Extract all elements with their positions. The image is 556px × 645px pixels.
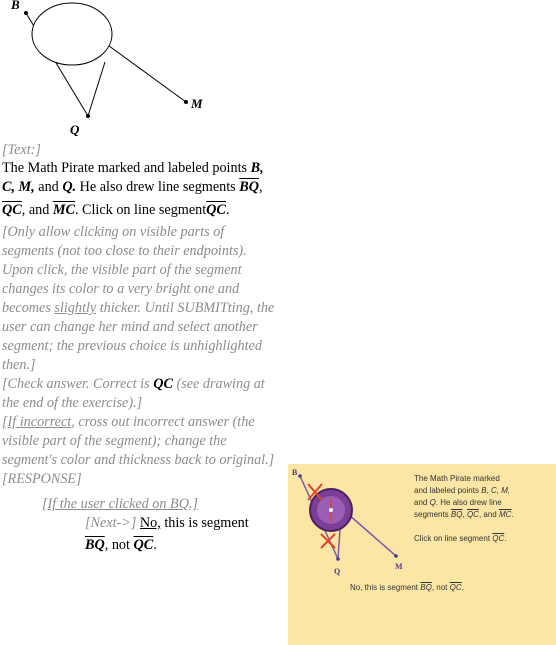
note-line	[2, 299, 274, 318]
prompt-line-2	[2, 178, 263, 197]
panel-text: segments	[414, 510, 449, 519]
panel-seg-qc: $\overline{QC}$	[492, 534, 505, 543]
panel-prompt-line	[414, 485, 510, 497]
note-text: thicker. Until SUBMITting, the	[99, 300, 275, 316]
point-q-label: Q.	[62, 179, 77, 195]
note-line: [RESPONSE]	[2, 471, 82, 487]
note-line: the end of the exercise).]	[2, 395, 143, 411]
note-text: (see drawing at	[176, 376, 265, 392]
panel-label-b: B	[292, 468, 298, 477]
note-text: becomes	[2, 300, 51, 316]
period: .	[153, 537, 157, 553]
panel-seg-bq: $\overline{BQ}$	[450, 510, 463, 519]
note-emphasis: If incorrect	[7, 414, 72, 430]
segment-qc-label-2: $\overline{QC}$	[206, 202, 226, 218]
note-line: Upon click, the visible part of the segment	[2, 262, 242, 278]
segment-mc[interactable]	[105, 43, 186, 102]
response-text: this is segment	[164, 515, 249, 531]
point-b-label: B,	[250, 160, 264, 176]
preview-panel	[288, 464, 556, 645]
panel-text: . He also drew line	[435, 498, 502, 507]
panel-response-line	[350, 582, 464, 594]
next-tag: [Next->]	[85, 515, 137, 531]
panel-prompt-line: The Math Pirate marked	[414, 474, 500, 483]
segment-qc-label: $\overline{QC}$	[2, 202, 22, 218]
segment-bq-label: $\overline{BQ}$	[239, 179, 259, 195]
response-line-1	[85, 514, 249, 533]
panel-points: B, C, M,	[481, 486, 511, 495]
panel-point-b	[298, 474, 302, 478]
period: .	[225, 202, 230, 218]
note-text: [	[2, 414, 8, 430]
panel-text: , not	[431, 583, 448, 592]
comma: ,	[258, 179, 263, 195]
text-tag: [Text:]	[2, 142, 41, 158]
panel-text: ,	[462, 510, 465, 519]
note-text: , cross out incorrect answer (the	[71, 414, 255, 430]
panel-prompt-line	[414, 497, 502, 509]
note-line: then.]	[2, 357, 36, 373]
panel-seg-bq: $\overline{BQ}$	[420, 583, 432, 592]
and-text-2: , and	[21, 202, 50, 218]
panel-center	[329, 508, 333, 512]
prompt-text: The Math Pirate marked and labeled points	[2, 160, 248, 176]
prompt-line-3	[2, 201, 229, 220]
panel-prompt-line	[414, 509, 514, 521]
point-q	[86, 114, 90, 118]
panel-point-q	[336, 557, 340, 561]
segment-qc-label: $\overline{QC}$	[133, 537, 154, 553]
correct-answer: QC	[153, 376, 173, 392]
panel-segment-mc	[348, 514, 396, 556]
note-text: [Check answer. Correct is	[2, 376, 150, 392]
point-b	[24, 11, 28, 15]
panel-point-m	[394, 554, 398, 558]
click-text: . Click on line segment	[74, 202, 207, 218]
panel-label-m: M	[395, 562, 403, 571]
panel-click-line	[414, 533, 507, 545]
segment-bq-label: $\overline{BQ}$	[85, 537, 105, 553]
not-text: , not	[104, 537, 130, 553]
label-m: M	[191, 96, 203, 111]
note-line: visible part of the segment); change the	[2, 433, 227, 449]
label-q: Q	[70, 122, 80, 137]
points-cm-label: C, M,	[2, 179, 35, 195]
note-line: [Only allow clicking on visible parts of	[2, 224, 225, 240]
panel-text: No, this is segment	[350, 583, 419, 592]
and-text: and	[38, 179, 59, 195]
note-line: segment's color and thickness back to original.]	[2, 452, 275, 468]
panel-seg-qc: $\overline{QC}$	[466, 510, 479, 519]
note-line: changes its color to a very bright one and	[2, 281, 240, 297]
prompt-line-1	[2, 159, 264, 178]
prompt-text-2: He also drew line segments	[79, 179, 236, 195]
note-line: segment; the previous choice is unhighlighted	[2, 338, 262, 354]
top-figure	[0, 0, 230, 140]
segment-mc-label: $\overline{MC}$	[52, 202, 75, 218]
panel-seg-mc: $\overline{MC}$	[498, 510, 512, 519]
panel-segment-qc	[338, 529, 340, 559]
panel-text: .	[504, 534, 507, 543]
panel-text: and labeled points	[414, 486, 479, 495]
note-line: user can change her mind and select another	[2, 319, 258, 335]
point-m	[184, 100, 188, 104]
response-line-2	[85, 536, 157, 555]
panel-figure	[288, 464, 418, 594]
panel-text: and	[414, 498, 428, 507]
panel-text: , and	[478, 510, 497, 519]
panel-text: .	[511, 510, 514, 519]
response-no: No,	[139, 515, 161, 531]
panel-label-q: Q	[334, 567, 341, 576]
note-line: segments (not too close to their endpoints).	[2, 243, 247, 259]
note-line	[2, 375, 265, 394]
panel-text: .	[461, 583, 464, 592]
segment-qc[interactable]	[88, 62, 105, 116]
note-line	[2, 413, 255, 432]
panel-text: Click on line segment	[414, 534, 491, 543]
response-condition: [If the user clicked on BQ.]	[42, 496, 199, 512]
panel-seg-qc: $\overline{QC}$	[449, 583, 462, 592]
note-emphasis: slightly	[54, 300, 97, 316]
label-b: B	[11, 0, 20, 12]
circle	[32, 3, 112, 65]
panel-point-q-label: Q	[429, 498, 436, 507]
